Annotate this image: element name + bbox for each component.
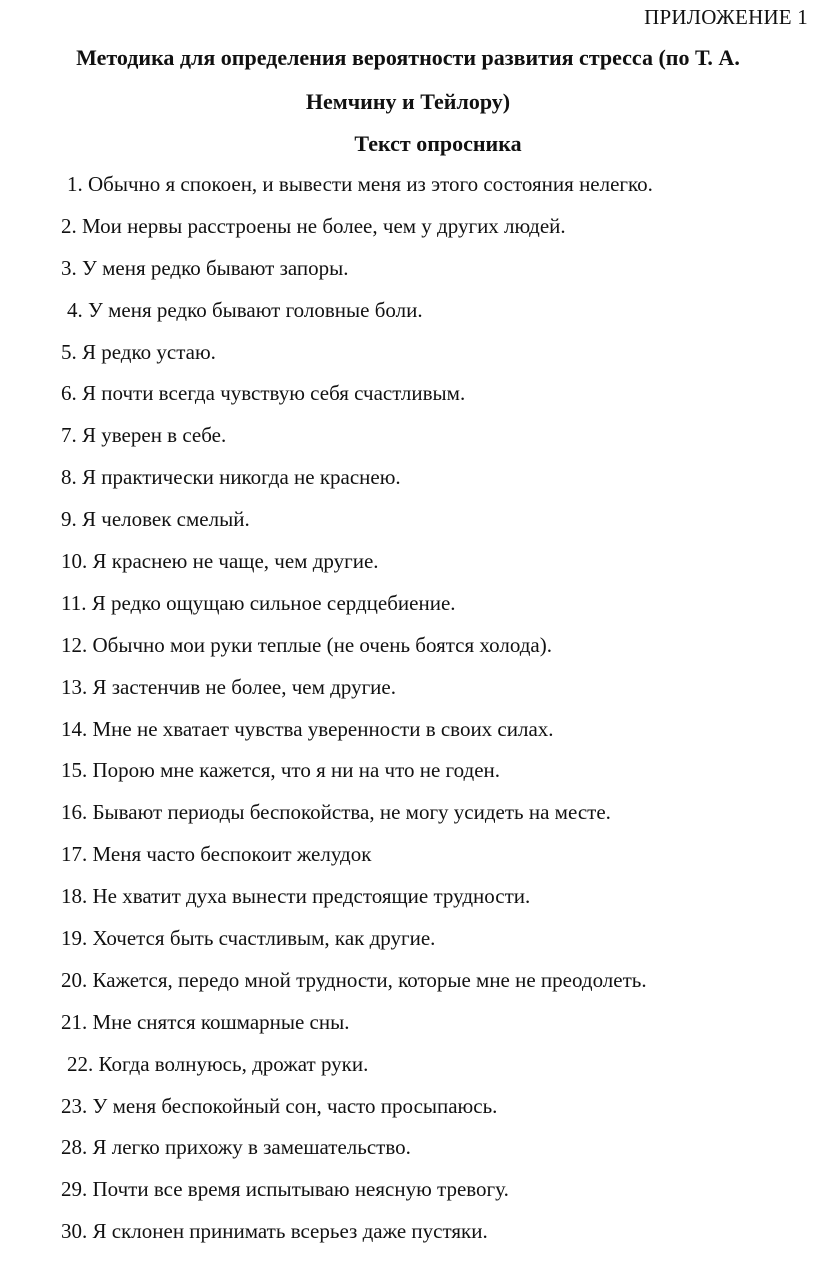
question-item: 8. Я практически никогда не краснею. xyxy=(61,465,401,490)
question-item: 1. Обычно я спокоен, и вывести меня из этого состояния нелегко. xyxy=(67,172,653,196)
question-list xyxy=(0,169,816,1258)
question-item: 6. Я почти всегда чувствую себя счастливым. xyxy=(61,381,466,406)
question-item: 5. Я редко устаю. xyxy=(61,339,216,364)
question-item: 3. У меня редко бывают запоры. xyxy=(61,255,349,280)
question-item: 14. Мне не хватает чувства уверенности в своих силах. xyxy=(61,716,554,741)
document-title-line-2: Немчину и Тейлору) xyxy=(305,89,511,114)
question-item: 19. Хочется быть счастливым, как другие. xyxy=(61,926,436,951)
question-item: 20. Кажется, передо мной трудности, которые мне не преодолеть. xyxy=(61,967,647,992)
appendix-label: ПРИЛОЖЕНИЕ 1 xyxy=(644,5,808,29)
question-item: 17. Меня часто беспокоит желудок xyxy=(61,842,372,867)
question-item: 2. Мои нервы расстроены не более, чем у других людей. xyxy=(61,213,566,238)
question-item: 23. У меня беспокойный сон, часто просыпаюсь. xyxy=(61,1093,498,1118)
question-item: 13. Я застенчив не более, чем другие. xyxy=(61,674,396,699)
question-item: 11. Я редко ощущаю сильное сердцебиение. xyxy=(61,590,456,615)
question-item: 18. Не хватит духа вынести предстоящие трудности. xyxy=(61,884,531,909)
question-item: 7. Я уверен в себе. xyxy=(61,423,227,448)
question-item: 15. Порою мне кажется, что я ни на что не годен. xyxy=(61,758,501,783)
question-item: 10. Я краснею не чаще, чем другие. xyxy=(61,549,379,574)
question-item: 21. Мне снятся кошмарные сны. xyxy=(61,1009,350,1034)
question-item: 22. Когда волнуюсь, дрожат руки. xyxy=(67,1051,369,1076)
question-item: 4. У меня редко бывают головные боли. xyxy=(67,297,423,322)
question-item: 28. Я легко прихожу в замешательство. xyxy=(61,1135,411,1160)
question-item: 12. Обычно мои руки теплые (не очень боятся холода). xyxy=(61,632,552,657)
question-item: 9. Я человек смелый. xyxy=(61,507,250,532)
questionnaire-subtitle: Текст опросника xyxy=(354,131,522,156)
question-item: 16. Бывают периоды беспокойства, не могу усидеть на месте. xyxy=(61,800,611,825)
document-title-line-1: Методика для определения вероятности развития стресса (по Т. А. xyxy=(76,45,740,70)
question-item: 30. Я склонен принимать всерьез даже пустяки. xyxy=(61,1219,488,1244)
question-item: 29. Почти все время испытываю неясную тревогу. xyxy=(61,1177,509,1202)
